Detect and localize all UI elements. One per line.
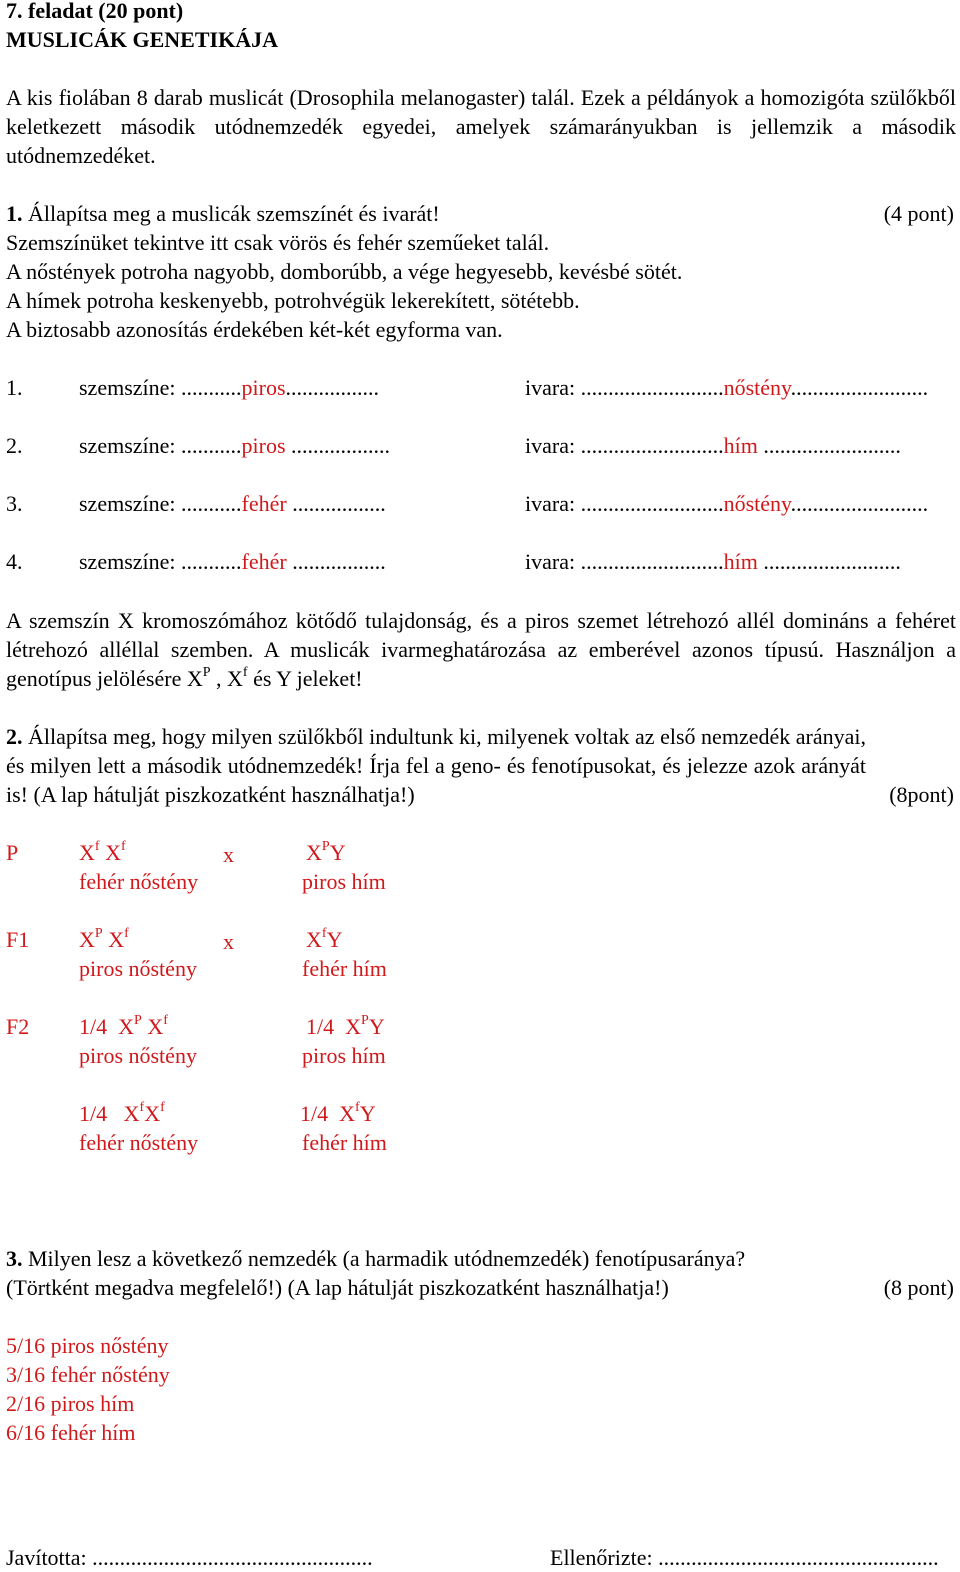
question-3-number: 3. — [6, 1246, 23, 1271]
sex-field: ivara: ..........................nőstény......................... — [525, 491, 929, 516]
row-number: 2. — [6, 433, 23, 458]
genotype-p-male: $X^PY$ — [306, 838, 346, 865]
eye-color-answer: fehér — [241, 549, 287, 574]
question-1-text: Állapítsa meg a muslicák szemszínét és ivarát! — [22, 201, 440, 226]
task-title: MUSLICÁK GENETIKÁJA — [6, 27, 278, 52]
eye-color-field: szemszíne: ...........fehér ................. — [79, 549, 386, 574]
question-2-text: Állapítsa meg, hogy milyen szülőkből indultunk ki, milyenek voltak az első nemzedék arányai, és milyen lett a második utódnemzedék! Írja fel a geno- és fenotípusokat, és jelezze azok arányát is! (A lap hátulját piszkozatként használhatja!) — [6, 724, 866, 807]
question-1 — [6, 199, 440, 228]
q3-answer-4: 6/16 fehér hím — [6, 1420, 136, 1445]
sex-field: ivara: ..........................hím ......................... — [525, 549, 901, 574]
task-heading: 7. feladat (20 pont) — [6, 0, 184, 23]
cross-sign: x — [223, 842, 234, 867]
genotype-f2-white-female: 1/4 $X^fX^f$ — [79, 1099, 165, 1126]
generation-label-f2: F2 — [6, 1014, 30, 1039]
question-3-points: (8 pont) — [883, 1275, 954, 1300]
question-1-points: (4 pont) — [883, 201, 954, 226]
generation-label-f1: F1 — [6, 927, 30, 952]
intro-paragraph: A kis fiolában 8 darab muslicát (Drosophila melanogaster) talál. Ezek a példányok a homozigóta szülőkből keletkezett második utódnemzedék egyedei, amelyek számarányukban is jellemzik a második utódnemzedéket. — [6, 85, 956, 168]
q3-answer-2: 3/16 fehér nőstény — [6, 1362, 170, 1387]
sex-answer: nőstény — [723, 375, 791, 400]
eye-color-field: szemszíne: ...........fehér ................. — [79, 491, 386, 516]
q1-line-4: A biztosabb azonosítás érdekében két-két egyforma van. — [6, 317, 503, 342]
question-2-points: (8pont) — [889, 782, 954, 807]
phenotype-f1-male: fehér hím — [302, 956, 387, 981]
q3-answer-3: 2/16 piros hím — [6, 1391, 135, 1416]
q3-answer-1: 5/16 piros nőstény — [6, 1333, 169, 1358]
genetics-paragraph: A szemszín X kromoszómához kötődő tulajdonság, és a piros szemet létrehozó allél domináns a fehéret létrehozó alléllal szemben. A muslicák ivarmeghatározása az emberével azonos típusú. Használjon a genotípus jelölésére $X^P$ , $X^f$ és Y jeleket! — [6, 608, 956, 691]
question-1-number: 1. — [6, 201, 23, 226]
eye-color-field: szemszíne: ...........piros................. — [79, 375, 380, 400]
question-3 — [6, 1244, 745, 1273]
cross-sign: x — [223, 929, 234, 954]
row-number: 1. — [6, 375, 23, 400]
eye-color-answer: piros — [241, 433, 286, 458]
phenotype-p-female: fehér nőstény — [79, 869, 199, 894]
question-2-number: 2. — [6, 724, 23, 749]
genotype-f1-female: $X^P$ $X^f$ — [79, 925, 129, 952]
row-number: 3. — [6, 491, 23, 516]
q1-line-2: A nőstények potroha nagyobb, domborúbb, a vége hegyesebb, kevésbé sötét. — [6, 259, 683, 284]
sex-answer: hím — [723, 433, 758, 458]
genotype-p-female: $X^f$ $X^f$ — [79, 838, 126, 865]
question-3-text: Milyen lesz a következő nemzedék (a harmadik utódnemzedék) fenotípusaránya? — [22, 1246, 746, 1271]
genotype-f2-white-male: 1/4 $X^fY$ — [300, 1099, 376, 1126]
genotype-f2-red-male: 1/4 $X^PY$ — [306, 1012, 385, 1039]
sex-field: ivara: ..........................hím ......................... — [525, 433, 901, 458]
sex-answer: hím — [723, 549, 758, 574]
question-2 — [6, 722, 866, 809]
phenotype-p-male: piros hím — [302, 869, 386, 894]
corrected-by-field: Javította: ................................................... — [6, 1545, 373, 1570]
phenotype-f2-white-female: fehér nőstény — [79, 1130, 199, 1155]
generation-label-p: P — [6, 840, 19, 865]
phenotype-f2-white-male: fehér hím — [302, 1130, 387, 1155]
genotype-f1-male: $X^fY$ — [306, 925, 343, 952]
checked-by-field: Ellenőrizte: ................................................... — [550, 1545, 939, 1570]
question-3-line-2: (Törtként megadva megfelelő!) (A lap hátulját piszkozatként használhatja!) — [6, 1275, 669, 1300]
q1-line-3: A hímek potroha keskenyebb, potrohvégük lekerekített, sötétebb. — [6, 288, 580, 313]
eye-color-field: szemszíne: ...........piros .................. — [79, 433, 391, 458]
eye-color-answer: piros — [241, 375, 286, 400]
q1-line-1: Szemszínüket tekintve itt csak vörös és fehér szeműeket talál. — [6, 230, 550, 255]
sex-answer: nőstény — [723, 491, 791, 516]
genotype-f2-red-female: 1/4 $X^P$ $X^f$ — [79, 1012, 168, 1039]
sex-field: ivara: ..........................nőstény......................... — [525, 375, 929, 400]
eye-color-answer: fehér — [241, 491, 287, 516]
phenotype-f1-female: piros nőstény — [79, 956, 197, 981]
phenotype-f2-red-male: piros hím — [302, 1043, 386, 1068]
row-number: 4. — [6, 549, 23, 574]
phenotype-f2-red-female: piros nőstény — [79, 1043, 197, 1068]
